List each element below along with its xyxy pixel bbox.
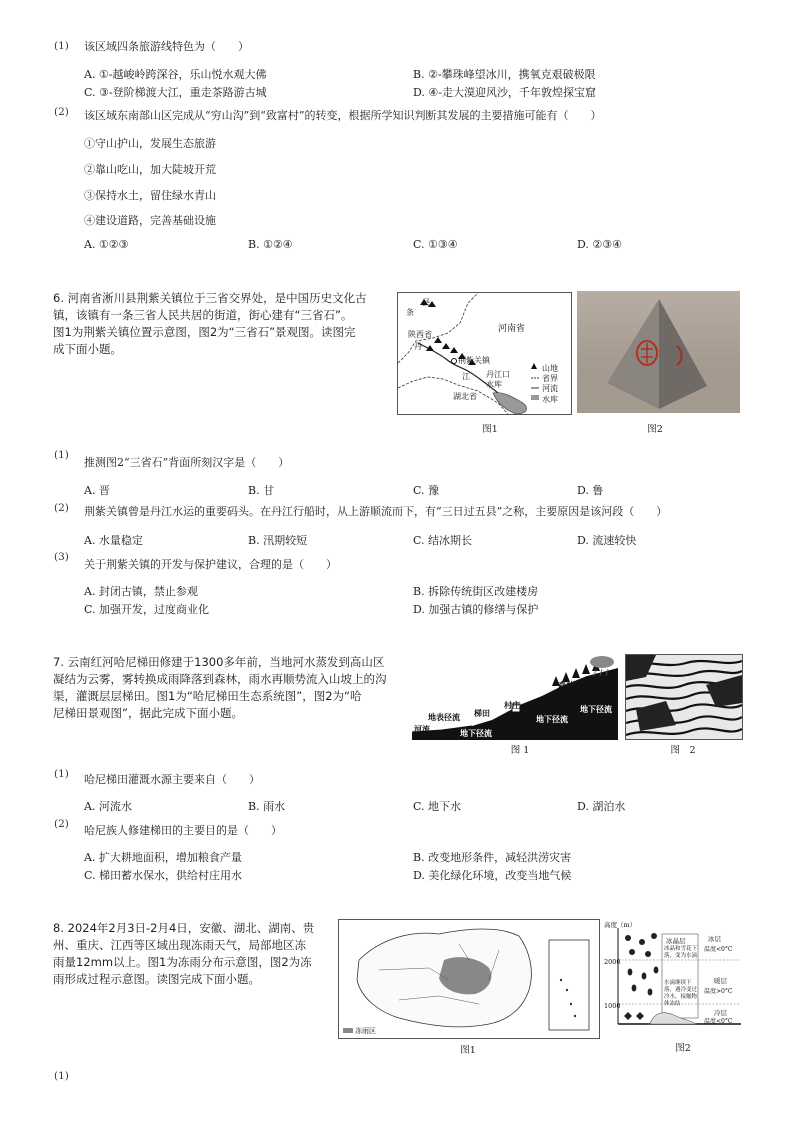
q8-fig2-temp-3: 温度<0°C	[704, 1018, 733, 1025]
q5-sub1-option-b[interactable]: B. ②-攀珠峰望冰川，携氧克艰破极限	[413, 68, 596, 81]
q6-location-map	[397, 292, 572, 415]
q8-fig2-note-2: 水滴继续下落，遇冷变过冷水，接触物体冻结	[664, 980, 698, 1007]
q5-sub2-item-3: ③保持水土，留住绿水青山	[84, 189, 216, 202]
q7-intro-line-3: 渠，灌溉层层梯田。图1为“哈尼梯田生态系统图”，图2为“哈	[53, 689, 362, 703]
map-legend-river: 河流	[542, 384, 558, 393]
q7-sub1-number: (1)	[54, 768, 69, 780]
q5-sub2-option-a[interactable]: A. ①②③	[84, 238, 129, 251]
q7-label-village: 村庄	[504, 700, 520, 710]
map-label-river-dan: 丹	[414, 342, 422, 351]
q7-sub1-option-a[interactable]: A. 河流水	[84, 800, 132, 813]
q6-sub1-stem: 推测图2“三省石”背面所刻汉字是（ ）	[84, 456, 290, 469]
q6-sub2-option-a[interactable]: A. 水量稳定	[84, 534, 143, 547]
map-label-reservoir: 丹江口	[486, 370, 510, 379]
q6-intro-line-2: 镇，该镇有一条三省人民共居的街道，街心建有“三省石”。	[53, 308, 353, 322]
q6-sub2-option-d[interactable]: D. 流速较快	[577, 534, 637, 547]
q5-sub1-number: (1)	[54, 40, 69, 52]
q6-sub3-option-b[interactable]: B. 拆除传统街区改建楼房	[413, 585, 539, 598]
q8-freezing-rain-map	[338, 919, 600, 1039]
q6-sub3-option-d[interactable]: D. 加强古镇的修缮与保护	[413, 603, 539, 616]
q7-sub2-option-d[interactable]: D. 美化绿化环境，改变当地气候	[413, 869, 572, 882]
q7-sub2-option-c[interactable]: C. 梯田蓄水保水，供给村庄用水	[84, 869, 243, 882]
q8-fig2-warm: 暖层	[714, 977, 727, 985]
map-label-town: 荆紫关镇	[458, 356, 490, 365]
q5-sub2-item-2: ②靠山吃山，加大陡坡开荒	[84, 163, 216, 176]
q5-sub2-stem: 该区域东南部山区完成从“穷山沟”到“致富村”的转变，根据所学知识判断其发展的主要措施可能有（ ）	[84, 109, 602, 122]
q7-label-forest: 森林	[558, 680, 574, 690]
q8-fig2-ice-crystal: 冰晶层	[666, 937, 686, 945]
q8-fig2-y2000: 2000	[604, 958, 621, 966]
q7-sub2-stem: 哈尼族人修建梯田的主要目的是（ ）	[84, 824, 282, 837]
map-label-tiao: 条	[406, 308, 414, 317]
q5-sub1-option-c[interactable]: C. ③-登阶梯渡大江，重走茶路游古城	[84, 86, 267, 99]
q7-intro-line-1: 7. 云南红河哈尼梯田修建于1300多年前，当地河水蒸发到高山区	[53, 655, 385, 669]
q8-fig2-axis-label: 高度（m）	[604, 921, 637, 929]
q8-fig2-temp-1: 温度<0°C	[704, 946, 733, 953]
q7-label-surface: 地表径流	[428, 712, 460, 722]
q5-sub2-option-b[interactable]: B. ①②④	[248, 238, 293, 251]
q7-label-under-1: 地下径流	[460, 728, 492, 738]
q7-sub2-option-b[interactable]: B. 改变地形条件，减轻洪涝灾害	[413, 851, 572, 864]
q8-intro-line-3: 雨量12mm以上。图1为冻雨分布示意图，图2为冻	[53, 955, 312, 969]
q8-fig2-ice-layer: 冰层	[708, 935, 721, 943]
q6-sub1-option-a[interactable]: A. 晋	[84, 484, 110, 497]
map-label-henan: 河南省	[498, 324, 526, 334]
q7-sub1-stem: 哈尼梯田灌溉水源主要来自（ ）	[84, 773, 260, 786]
q6-stone-photo	[577, 291, 740, 413]
map-label-hubei: 湖北省	[453, 392, 477, 401]
q7-intro	[53, 654, 387, 722]
q7-sub2-option-a[interactable]: A. 扩大耕地面积，增加粮食产量	[84, 851, 242, 864]
q8-sub1-number: (1)	[54, 1070, 69, 1082]
q7-sub2-number: (2)	[54, 818, 69, 830]
q7-intro-line-2: 凝结为云雾，雾转换成雨降落到森林，雨水再顺势流入山坡上的沟	[53, 672, 387, 686]
map-label-river-jiang: 江	[462, 372, 470, 381]
q6-sub2-option-b[interactable]: B. 汛期较短	[248, 534, 308, 547]
map-legend-mountain: 山地	[542, 364, 558, 373]
q6-sub2-option-c[interactable]: C. 结冰期长	[413, 534, 473, 547]
q5-sub2-option-d[interactable]: D. ②③④	[577, 238, 623, 251]
q6-sub1-option-d[interactable]: D. 鲁	[577, 484, 604, 497]
q6-sub2-number: (2)	[54, 502, 69, 514]
map-label-county: 县	[422, 298, 430, 307]
q6-intro	[53, 290, 367, 358]
q8-intro-line-1: 8. 2024年2月3日-2月4日，安徽、湖北、湖南、贵	[53, 921, 315, 935]
map-label-shaanxi: 陕西省	[408, 330, 432, 339]
q8-intro-line-4: 雨形成过程示意图。读图完成下面小题。	[53, 972, 260, 986]
map-legend-border: 省界	[542, 374, 558, 383]
q8-fig1-caption: 图1	[460, 1045, 476, 1056]
q5-sub1-option-a[interactable]: A. ①-越峻岭跨深谷，乐山悦水观大佛	[84, 68, 267, 81]
q8-fig2-y1000: 1000	[604, 1002, 621, 1010]
q8-fig2-temp-2: 温度>0°C	[704, 988, 733, 995]
q7-fig1-caption: 图 1	[510, 745, 530, 756]
q6-sub1-number: (1)	[54, 449, 69, 461]
q5-sub2-option-c[interactable]: C. ①③④	[413, 238, 458, 251]
q6-sub3-stem: 关于荆紫关镇的开发与保护建议，合理的是（ ）	[84, 558, 337, 571]
q6-intro-line-1: 6. 河南省淅川县荆紫关镇位于三省交界处，是中国历史文化古	[53, 291, 367, 305]
q8-fig2-caption: 图2	[675, 1043, 691, 1054]
q5-sub2-item-1: ①守山护山，发展生态旅游	[84, 137, 216, 150]
q6-intro-line-3: 图1为荆紫关镇位置示意图，图2为“三省石”景观图。读图完	[53, 325, 356, 339]
q7-ecosystem-diagram	[412, 654, 618, 740]
q5-sub2-number: (2)	[54, 106, 69, 118]
q6-fig2-caption: 图2	[647, 424, 663, 435]
map-label-reservoir-2: 水库	[486, 380, 502, 389]
q7-label-under-3: 地下径流	[580, 704, 612, 714]
q8-intro-line-2: 州、重庆、江西等区域出现冻雨天气，局部地区冻	[53, 938, 306, 952]
q7-fig2-caption: 图 2	[670, 745, 696, 756]
q8-map-legend: 冻雨区	[355, 1027, 376, 1035]
q8-fig2-cold: 冷层	[714, 1009, 727, 1017]
q7-label-river: 河流	[414, 724, 430, 734]
q8-formation-diagram	[604, 920, 741, 1035]
q5-sub1-stem: 该区域四条旅游线特色为（ ）	[84, 40, 249, 53]
q5-sub1-option-d[interactable]: D. ④-走大漠迎风沙，千年敦煌探宝窟	[413, 86, 596, 99]
q7-sub1-option-c[interactable]: C. 地下水	[413, 800, 462, 813]
q6-sub3-number: (3)	[54, 551, 69, 563]
q5-sub2-item-4: ④建设道路，完善基础设施	[84, 214, 216, 227]
q7-intro-line-4: 尼梯田景观图”，据此完成下面小题。	[53, 706, 243, 720]
q6-sub2-stem: 荆紫关镇曾是丹江水运的重要码头。在丹江行船时，从上游顺流而下，有“三日过五县”之称，主要原因是该河段（ ）	[84, 505, 668, 518]
q8-intro	[53, 920, 314, 988]
q7-terrace-photo	[625, 654, 743, 740]
q7-sub1-option-b[interactable]: B. 雨水	[248, 800, 286, 813]
q7-label-under-2: 地下径流	[536, 714, 568, 724]
map-legend-reservoir: 水库	[542, 395, 558, 404]
q6-sub3-option-a[interactable]: A. 封闭古镇，禁止参观	[84, 585, 198, 598]
q7-label-terrace: 梯田	[474, 708, 490, 718]
q6-sub1-option-b[interactable]: B. 甘	[248, 484, 275, 497]
q7-sub1-option-d[interactable]: D. 湖泊水	[577, 800, 626, 813]
q6-intro-line-4: 成下面小题。	[53, 342, 122, 356]
q6-fig1-caption: 图1	[482, 424, 498, 435]
q8-fig2-note-1: 冰晶和雪花下落，变为水滴	[664, 946, 698, 959]
q6-sub3-option-c[interactable]: C. 加强开发，过度商业化	[84, 603, 210, 616]
q6-sub1-option-c[interactable]: C. 豫	[413, 484, 440, 497]
